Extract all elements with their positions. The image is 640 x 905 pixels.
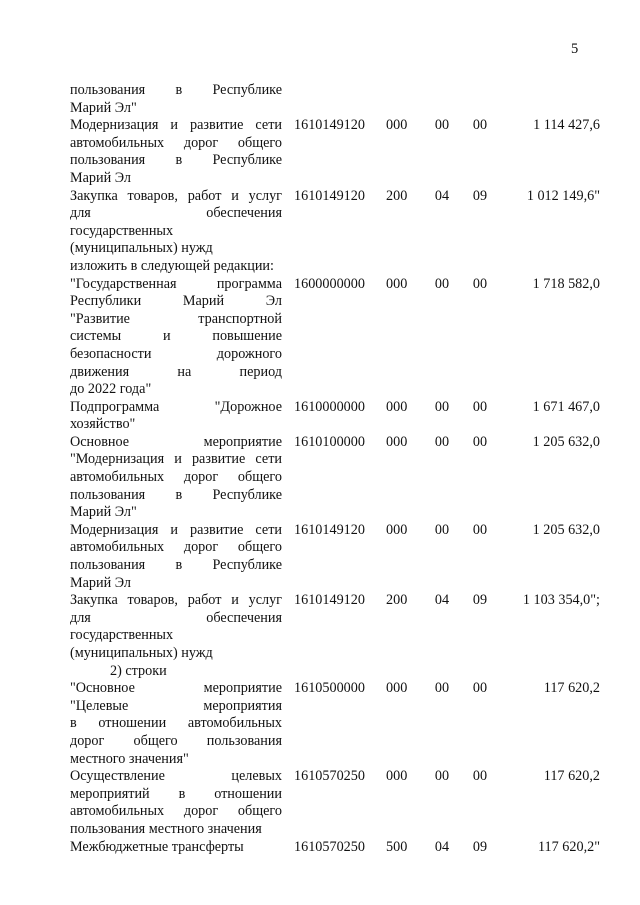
row-amount: 1 205 632,0 (532, 521, 600, 538)
row-name-line: автомобильных дорог общего (70, 134, 282, 151)
row-name-line: Марий Эл" (70, 99, 137, 116)
row-name-line: местного значения" (70, 750, 189, 767)
row-name-line: Закупка товаров, работ и услуг (70, 187, 282, 204)
row-name-line: безопасности дорожного (70, 345, 282, 362)
row-amount: 117 620,2" (537, 838, 600, 855)
row-name-line: движения на период (70, 363, 282, 380)
row-subsection: 09 (472, 838, 488, 855)
row-subsection: 00 (472, 117, 488, 134)
row-name-line: дорог общего пользования (70, 732, 282, 749)
row-name (70, 768, 282, 838)
row-amount: 1 103 354,0"; (522, 592, 600, 609)
document-body (70, 82, 600, 856)
row-expense-type: 000 (386, 521, 408, 538)
row-name-line: пользования в Республике (70, 557, 282, 574)
transition-text: изложить в следующей редакции: (70, 257, 274, 274)
row-section: 00 (434, 433, 450, 450)
row-name-line: Межбюджетные трансферты (70, 838, 244, 855)
row-name-line: до 2022 года" (70, 381, 152, 398)
row-subsection: 00 (472, 398, 488, 415)
row-subsection (460, 82, 500, 117)
row-subsection: 00 (472, 521, 488, 538)
row-name (70, 399, 282, 434)
row-name-line: (муниципальных) нужд (70, 240, 213, 257)
row-section: 00 (434, 275, 450, 292)
row-amount: 1 671 467,0 (532, 398, 600, 415)
row-name-line: государственных (70, 222, 174, 239)
row-subsection: 09 (472, 592, 488, 609)
row-amount: 117 620,2 (543, 768, 600, 785)
row-name-line: "Модернизация и развитие сети (70, 451, 282, 468)
row-name-line: хозяйство" (70, 416, 136, 433)
row-name (70, 592, 282, 662)
row-amount: 1 718 582,0 (532, 275, 600, 292)
row-expense-type: 000 (386, 680, 408, 697)
section-heading: 2) строки (110, 662, 167, 679)
row-code: 1610570250 (294, 768, 365, 785)
row-name-line: в отношении автомобильных (70, 715, 282, 732)
table-row (70, 434, 600, 522)
row-name-line: Марий Эл (70, 574, 131, 591)
row-section: 04 (434, 187, 450, 204)
row-subsection: 00 (472, 768, 488, 785)
row-name-line: для обеспечения (70, 609, 282, 626)
row-name-line: мероприятий в отношении (70, 785, 282, 802)
budget-table-b (70, 276, 600, 663)
row-subsection: 00 (472, 275, 488, 292)
row-code: 1610149120 (294, 521, 365, 538)
row-name (70, 117, 282, 187)
row-expense-type: 200 (386, 592, 408, 609)
table-row (70, 399, 600, 434)
row-amount: 1 012 149,6" (526, 187, 600, 204)
row-name-line: автомобильных дорог общего (70, 469, 282, 486)
row-code: 1610500000 (294, 680, 365, 697)
row-amount (500, 82, 600, 117)
row-expense-type: 000 (386, 275, 408, 292)
row-name-line: Осуществление целевых (70, 768, 282, 785)
row-name-line: Подпрограмма "Дорожное (70, 398, 282, 415)
row-name-line: Закупка товаров, работ и услуг (70, 592, 282, 609)
row-section: 00 (434, 768, 450, 785)
table-row (70, 188, 600, 258)
row-code: 1610149120 (294, 187, 365, 204)
budget-table-c (70, 680, 600, 856)
budget-table-a (70, 82, 600, 258)
table-row (70, 117, 600, 187)
row-amount: 117 620,2 (543, 680, 600, 697)
row-name-line: Марий Эл (70, 169, 131, 186)
row-section (424, 82, 460, 117)
row-name-line: Модернизация и развитие сети (70, 521, 282, 538)
row-name-line: Основное мероприятие (70, 433, 282, 450)
row-section: 04 (434, 592, 450, 609)
row-code: 1610570250 (294, 838, 365, 855)
row-subsection: 09 (472, 187, 488, 204)
row-name-line: Марий Эл" (70, 504, 137, 521)
row-expense-type: 000 (386, 433, 408, 450)
row-name-line: Республики Марий Эл (70, 293, 282, 310)
row-code: 1600000000 (294, 275, 365, 292)
row-code: 1610149120 (294, 592, 365, 609)
row-name (70, 839, 282, 857)
table-row (70, 768, 600, 838)
table-row (70, 276, 600, 399)
table-row (70, 592, 600, 662)
table-row (70, 680, 600, 768)
row-name-line: (муниципальных) нужд (70, 645, 213, 661)
row-name-line: "Основное мероприятие (70, 680, 282, 697)
row-name-line: "Целевые мероприятия (70, 697, 282, 714)
row-name-line: Модернизация и развитие сети (70, 117, 282, 134)
row-section: 04 (434, 838, 450, 855)
row-name-line: пользования в Республике (70, 152, 282, 169)
row-name (70, 276, 282, 399)
row-name (70, 188, 282, 258)
row-section: 00 (434, 680, 450, 697)
row-expense-type: 000 (386, 117, 408, 134)
page-number: 5 (571, 41, 579, 57)
row-amount: 1 205 632,0 (532, 433, 600, 450)
row-name-line: пользования местного значения (70, 820, 262, 837)
row-code: 1610000000 (294, 398, 365, 415)
row-name (70, 680, 282, 768)
row-code (282, 82, 386, 117)
row-name-line: "Развитие транспортной (70, 310, 282, 327)
row-name-line: пользования в Республике (70, 82, 282, 98)
row-expense-type: 000 (386, 398, 408, 415)
row-name-line: государственных (70, 627, 174, 644)
row-expense-type (386, 82, 424, 117)
row-name (70, 522, 282, 592)
row-name-line: автомобильных дорог общего (70, 803, 282, 820)
table-row (70, 82, 600, 117)
row-section: 00 (434, 521, 450, 538)
row-code: 1610149120 (294, 117, 365, 134)
table-row (70, 839, 600, 857)
row-name-line: для обеспечения (70, 205, 282, 222)
row-expense-type: 200 (386, 187, 408, 204)
row-expense-type: 000 (386, 768, 408, 785)
row-code: 1610100000 (294, 433, 365, 450)
row-name-line: пользования в Республике (70, 486, 282, 503)
row-name-line: "Государственная программа (70, 275, 282, 292)
row-name-line: системы и повышение (70, 328, 282, 345)
row-name (70, 82, 282, 117)
row-subsection: 00 (472, 680, 488, 697)
row-section: 00 (434, 117, 450, 134)
row-section: 00 (434, 398, 450, 415)
row-name (70, 434, 282, 522)
row-amount: 1 114 427,6 (533, 117, 600, 134)
table-row (70, 522, 600, 592)
row-subsection: 00 (472, 433, 488, 450)
row-expense-type: 500 (386, 838, 408, 855)
row-name-line: автомобильных дорог общего (70, 539, 282, 556)
